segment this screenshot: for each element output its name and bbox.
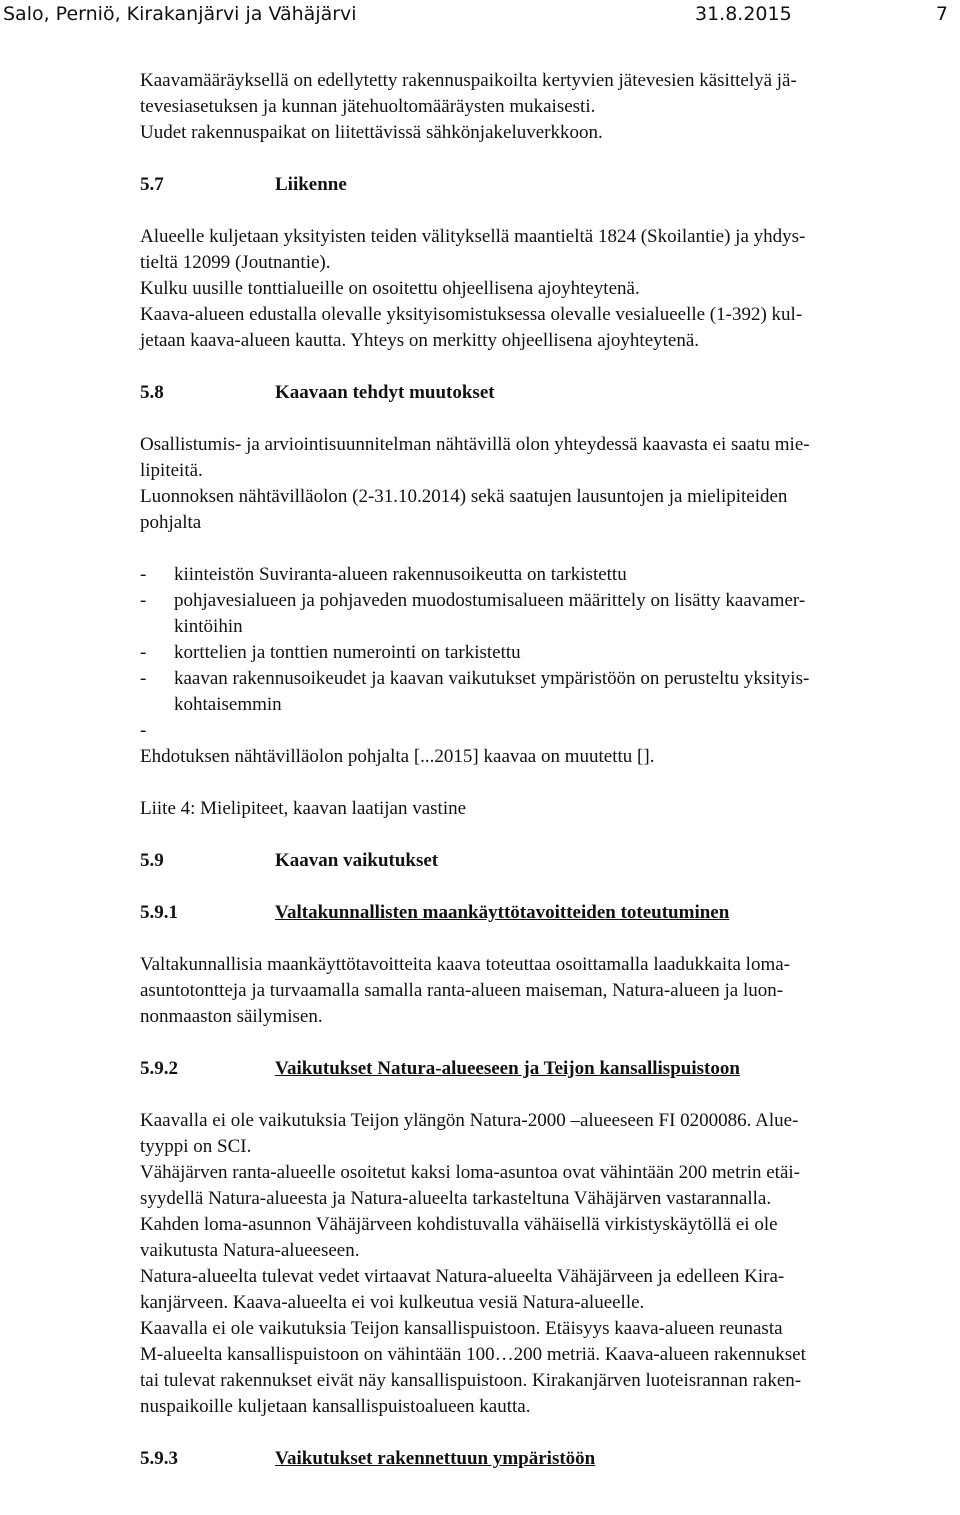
list-dash: - (140, 668, 147, 689)
attachment-reference: Liite 4: Mielipiteet, kaavan laatijan vastine (140, 798, 467, 819)
section-title: Liikenne (275, 174, 347, 195)
section-title: Kaavan vaikutukset (275, 850, 439, 871)
section-title: Kaavaan tehdyt muutokset (275, 382, 495, 403)
list-dash: - (140, 642, 147, 663)
section-number: 5.9.3 (140, 1448, 178, 1469)
intro-line: tevesiasetuksen ja kunnan jätehuoltomääräysten mukaisesti. (140, 96, 596, 117)
section-number: 5.8 (140, 382, 164, 403)
list-item-text: kohtaisemmin (174, 694, 282, 715)
section-number: 5.9.2 (140, 1058, 178, 1079)
paragraph-line: kanjärveen. Kaava-alueelta ei voi kulkeutua vesiä Natura-alueelle. (140, 1292, 645, 1313)
list-item (140, 666, 952, 718)
list-dash: - (140, 564, 147, 585)
list-dash: - (140, 720, 147, 741)
paragraph-line: tai tulevat rakennukset eivät näy kansallispuistoon. Kirakanjärven luoteisrannan raken- (140, 1370, 802, 1391)
section-heading-5-9 (140, 848, 952, 874)
paragraph-line: Natura-alueelta tulevat vedet virtaavat Natura-alueelta Vähäjärveen ja edelleen Kira- (140, 1266, 785, 1287)
paragraph-line: Vähäjärven ranta-alueelle osoitetut kaksi loma-asuntoa ovat vähintään 200 metrin etäi- (140, 1162, 800, 1183)
intro-line: Uudet rakennuspaikat on liitettävissä sähkönjakeluverkkoon. (140, 122, 603, 143)
list-item-text: kiinteistön Suviranta-alueen rakennusoikeutta on tarkistettu (174, 564, 627, 585)
paragraph-line: Ehdotuksen nähtävilläolon pohjalta [...2015] kaavaa on muutettu []. (140, 746, 655, 767)
paragraph-line: syydellä Natura-alueesta ja Natura-alueelta tarkasteltuna Vähäjärven vastarannalla. (140, 1188, 772, 1209)
document-body (140, 68, 952, 1472)
paragraph-line: Luonnoksen nähtävilläolon (2-31.10.2014) sekä saatujen lausuntojen ja mielipiteiden (140, 486, 788, 507)
paragraph-line: Kaavalla ei ole vaikutuksia Teijon ylängön Natura-2000 –alueeseen FI 0200086. Alue- (140, 1110, 799, 1131)
page-number: 7 (935, 3, 948, 25)
paragraph-line: nuspaikoille kuljetaan kansallispuistoalueen kautta. (140, 1396, 531, 1417)
paragraph-line: Osallistumis- ja arviointisuunnitelman nähtävillä olon yhteydessä kaavasta ei saatu mie- (140, 434, 810, 455)
paragraph-line: tieltä 12099 (Joutnantie). (140, 252, 331, 273)
paragraph-line: Kahden loma-asunnon Vähäjärveen kohdistuvalla vähäisellä virkistyskäytöllä ei ole (140, 1214, 778, 1235)
section-title: Vaikutukset Natura-alueeseen ja Teijon kansallispuistoon (275, 1058, 740, 1079)
paragraph-line: asuntotontteja ja turvaamalla samalla ranta-alueen maiseman, Natura-alueen ja luon- (140, 980, 784, 1001)
list-item (140, 640, 952, 666)
paragraph-line: Kaavalla ei ole vaikutuksia Teijon kansallispuistoon. Etäisyys kaava-alueen reunasta (140, 1318, 783, 1339)
section-number: 5.9 (140, 850, 164, 871)
section-title: Valtakunnallisten maankäyttötavoitteiden toteutuminen (275, 902, 730, 923)
paragraph-line: nonmaaston säilymisen. (140, 1006, 323, 1027)
section-heading-5-7 (140, 172, 952, 198)
paragraph-line: vaikutusta Natura-alueeseen. (140, 1240, 360, 1261)
section-heading-5-9-2 (140, 1056, 952, 1082)
list-item-text: kintöihin (174, 616, 243, 637)
section-title: Vaikutukset rakennettuun ympäristöön (275, 1448, 596, 1469)
paragraph-line: tyyppi on SCI. (140, 1136, 252, 1157)
header-title: Salo, Perniö, Kirakanjärvi ja Vähäjärvi (3, 3, 357, 25)
list-item-text: korttelien ja tonttien numerointi on tarkistettu (174, 642, 521, 663)
list-dash: - (140, 590, 147, 611)
section-number: 5.9.1 (140, 902, 178, 923)
paragraph-line: pohjalta (140, 512, 202, 533)
paragraph-line: Kaava-alueen edustalla olevalle yksityisomistuksessa olevalle vesialueelle (1-392) kul- (140, 304, 803, 325)
list-item (140, 718, 952, 744)
paragraph-line: Alueelle kuljetaan yksityisten teiden välityksellä maantieltä 1824 (Skoilantie) ja yhdys- (140, 226, 806, 247)
section-number: 5.7 (140, 174, 164, 195)
paragraph-line: Valtakunnallisia maankäyttötavoitteita kaava toteuttaa osoittamalla laadukkaita loma- (140, 954, 790, 975)
section-heading-5-9-3 (140, 1446, 952, 1472)
section-heading-5-8 (140, 380, 952, 406)
paragraph-line: Kulku uusille tonttialueille on osoitettu ohjeellisena ajoyhteytenä. (140, 278, 640, 299)
list-item-text: pohjavesialueen ja pohjaveden muodostumisalueen määrittely on lisätty kaavamer- (174, 590, 806, 611)
list-item (140, 588, 952, 640)
list-item (140, 562, 952, 588)
page-header (0, 0, 960, 34)
section-heading-5-9-1 (140, 900, 952, 926)
paragraph-line: jetaan kaava-alueen kautta. Yhteys on merkitty ohjeellisena ajoyhteytenä. (140, 330, 700, 351)
paragraph-line: M-alueelta kansallispuistoon on vähintään 100…200 metriä. Kaava-alueen rakennukset (140, 1344, 806, 1365)
paragraph-line: lipiteitä. (140, 460, 203, 481)
header-date: 31.8.2015 (695, 3, 792, 25)
intro-line: Kaavamääräyksellä on edellytetty rakennuspaikoilta kertyvien jätevesien käsittelyä jä- (140, 70, 797, 91)
list-item-text: kaavan rakennusoikeudet ja kaavan vaikutukset ympäristöön on perusteltu yksityis- (174, 668, 810, 689)
